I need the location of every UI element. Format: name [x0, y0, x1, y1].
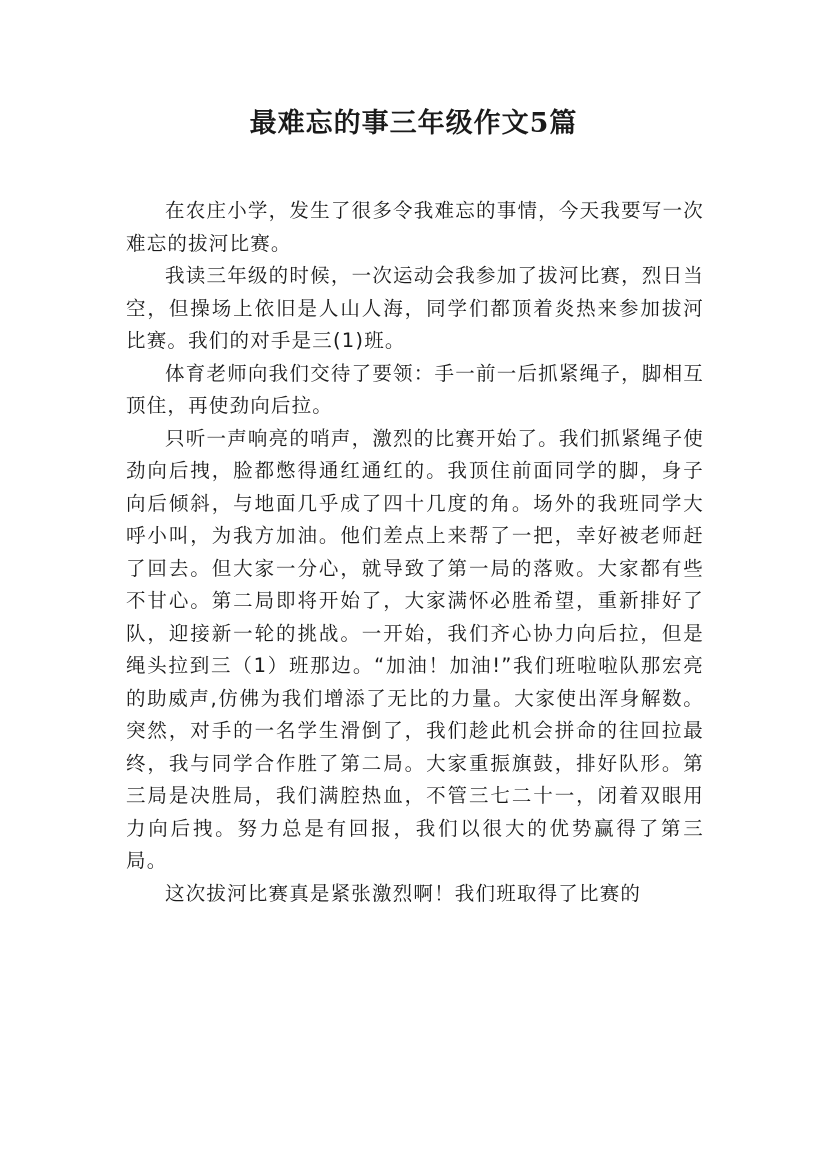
paragraph-5: 这次拔河比赛真是紧张激烈啊！我们班取得了比赛的 — [165, 881, 642, 905]
paragraph-2: 我读三年级的时候，一次运动会我参加了拔河比赛，烈日当空，但操场上依旧是人山人海，同学们都顶着炎热来参加拔河比赛。我们的对手是三(1)班。 — [126, 264, 704, 352]
paragraph-3: 体育老师向我们交待了要领：手一前一后抓紧绳子，脚相互顶住，再使劲向后拉。 — [126, 361, 704, 417]
article-body — [126, 195, 704, 910]
paragraph-4: 只听一声响亮的哨声，激烈的比赛开始了。我们抓紧绳子使劲向后拽，脸都憋得通红通红的。我顶住前面同学的脚，身子向后倾斜，与地面几乎成了四十几度的角。场外的我班同学大呼小叫，为我方加油。他们差点上来帮了一把，幸好被老师赶了回去。但大家一分心，就导致了第一局的落败。大家都有些不甘心。第二局即将开始了，大家满怀必胜希望，重新排好了队，迎接新一轮的挑战。一开始，我们齐心协力向后拉，但是绳头拉到三（1）班那边。“加油！加油!”我们班啦啦队那宏亮的助威声,仿佛为我们增添了无比的力量。大家使出浑身解数。突然，对手的一名学生滑倒了，我们趁此机会拼命的往回拉最终，我与同学合作胜了第二局。大家重振旗鼓，排好队形。第三局是决胜局，我们满腔热血，不管三七二十一，闭着双眼用力向后拽。努力总是有回报，我们以很大的优势赢得了第三局。 — [126, 426, 704, 872]
page-title: 最难忘的事三年级作文5篇 — [249, 108, 578, 139]
paragraph-1: 在农庄小学，发生了很多令我难忘的事情，今天我要写一次难忘的拔河比赛。 — [126, 199, 704, 255]
